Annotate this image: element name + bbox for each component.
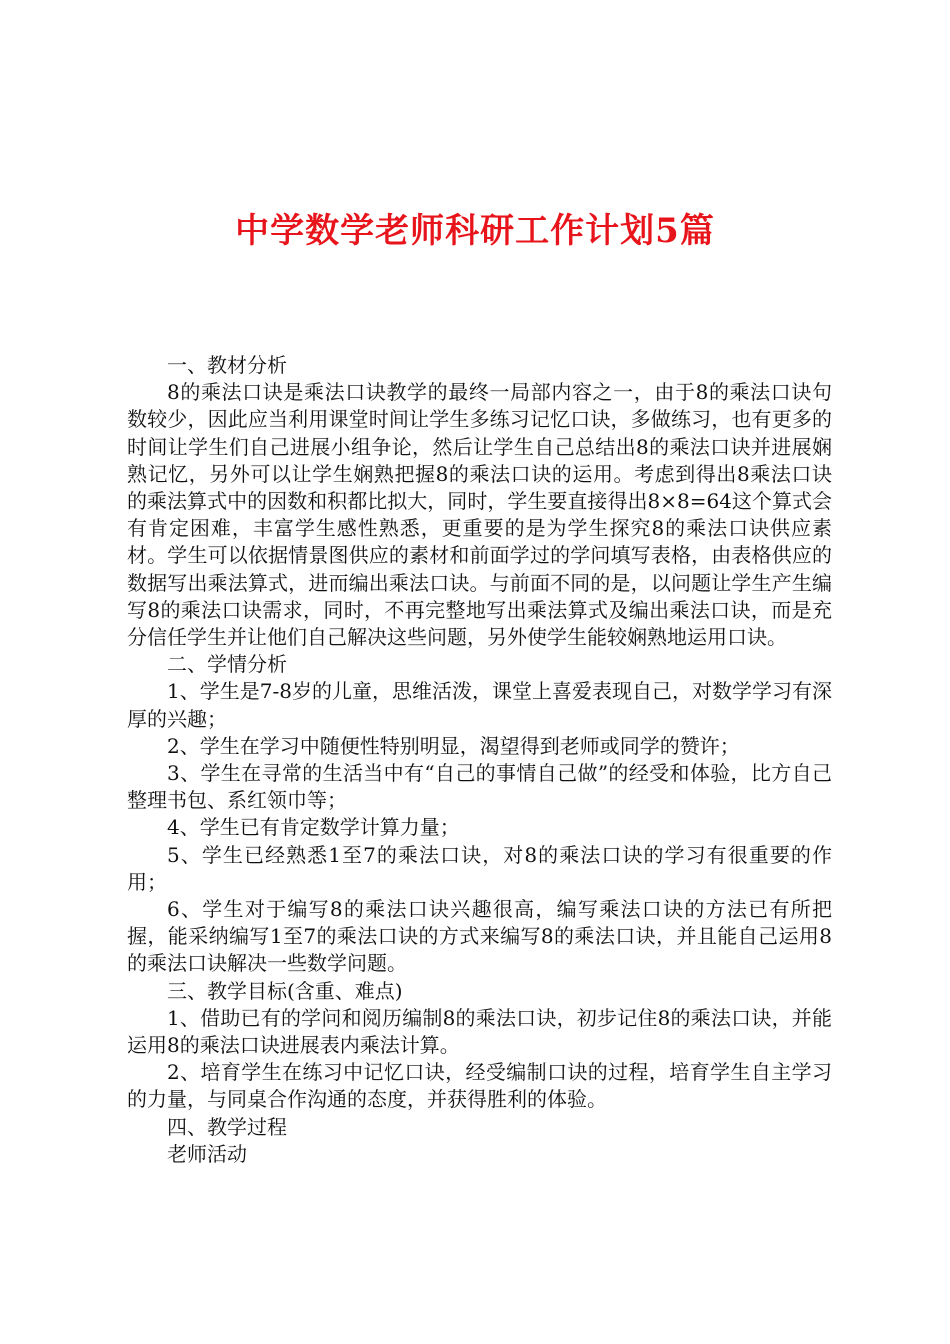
section-heading-student-analysis: 二、学情分析 (167, 652, 287, 677)
paragraph-textbook-analysis: 8的乘法口诀是乘法口诀教学的最终一局部内容之一，由于8的乘法口诀句数较少，因此应当利用课堂时间让学生多练习记忆口诀，多做练习，也有更多的时间让学生们自己进展小组争论，然后让学生自己总结出8的乘法口诀并进展娴熟记忆，另外可以让学生娴熟把握8的乘法口诀的运用。考虑到得出8乘法口诀的乘法算式中的因数和积都比拟大，同时，学生要直接得出8×8=64这个算式会有肯定困难，丰富学生感性熟悉，更重要的是为学生探究8的乘法口诀供应素材。学生可以依据情景图供应的素材和前面学过的学问填写表格，由表格供应的数据写出乘法算式，进而编出乘法口诀。与前面不同的是，以问题让学生产生编写8的乘法口诀需求，同时，不再完整地写出乘法算式及编出乘法口诀，而是充分信任学生并让他们自己解决这些问题，另外使学生能较娴熟地运用口诀。 (127, 380, 832, 650)
paragraph-goal-2: 2、培育学生在练习中记忆口诀，经受编制口诀的过程，培育学生自主学习的力量，与同桌合作沟通的态度，并获得胜利的体验。 (127, 1060, 832, 1112)
paragraph-goal-1: 1、借助已有的学问和阅历编制8的乘法口诀，初步记住8的乘法口诀，并能运用8的乘法口诀进展表内乘法计算。 (127, 1005, 832, 1058)
section-heading-teaching-process: 四、教学过程 (167, 1114, 287, 1139)
paragraph-student-item-1: 1、学生是7-8岁的儿童，思维活泼，课堂上喜爱表现自己，对数学学习有深厚的兴趣； (127, 679, 832, 731)
paragraph-student-item-4: 4、学生已有肯定数学计算力量； (167, 815, 460, 840)
section-heading-textbook-analysis: 一、教材分析 (167, 353, 287, 377)
document-title: 中学数学老师科研工作计划5篇 (235, 211, 715, 251)
paragraph-student-item-3: 3、学生在寻常的生活当中有“自己的事情自己做”的经受和体验，比方自己整理书包、系红领巾等； (127, 761, 832, 813)
paragraph-student-item-6: 6、学生对于编写8的乘法口诀兴趣很高，编写乘法口诀的方法已有所把握，能采纳编写1至7的乘法口诀的方式来编写8的乘法口诀，并且能自己运用8的乘法口诀解决一些数学问题。 (127, 897, 832, 976)
paragraph-student-item-5: 5、学生已经熟悉1至7的乘法口诀，对8的乘法口诀的学习有很重要的作用； (127, 842, 832, 894)
section-heading-teaching-goals: 三、教学目标(含重、难点) (167, 978, 403, 1003)
document-body (127, 352, 832, 1168)
paragraph-student-item-2: 2、学生在学习中随便性特别明显，渴望得到老师或同学的赞许； (167, 733, 740, 758)
paragraph-teacher-activity: 老师活动 (167, 1141, 247, 1166)
